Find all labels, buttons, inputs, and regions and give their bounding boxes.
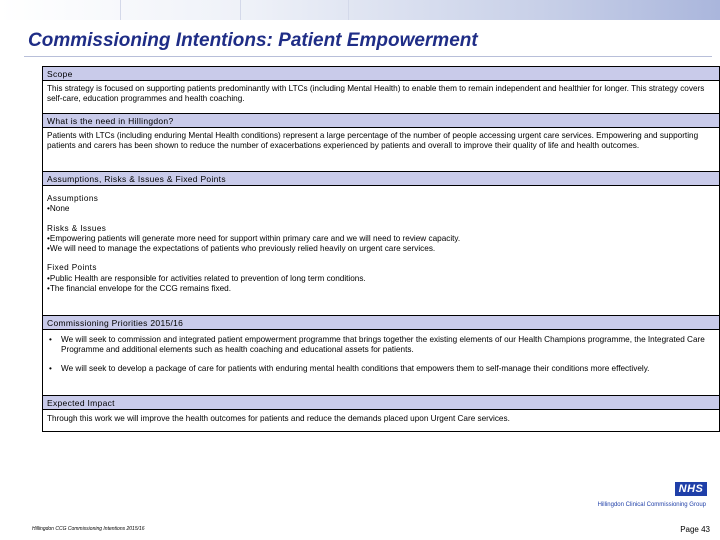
assumptions-heading: Assumptions, Risks & Issues & Fixed Points — [43, 172, 719, 186]
priorities-list — [47, 335, 715, 374]
nhs-logo: NHS — [675, 482, 707, 496]
need-body — [43, 128, 719, 172]
priority-item: • We will seek to commission and integrated patient empowerment programme that brings together the existing elements of our Health Champions programme, the Integrated Care Programme and additional elements such as health coaching and educational assets for patients. — [47, 335, 715, 356]
fixed-points-title: Fixed Points — [47, 263, 97, 273]
band-divider — [120, 0, 121, 20]
assumptions-block — [47, 194, 715, 215]
ccg-name: Hillingdon Clinical Commissioning Group — [597, 502, 706, 508]
risks-block — [47, 224, 715, 255]
priority-item: • We will seek to develop a package of care for patients with enduring mental health conditions that empowers them to self-manage their conditions more effectively. — [47, 364, 715, 374]
content-table — [42, 66, 720, 432]
need-heading: What is the need in Hillingdon? — [43, 114, 719, 128]
scope-heading: Scope — [43, 67, 719, 81]
fixed-points-item: •The financial envelope for the CCG remains fixed. — [47, 284, 231, 294]
risks-title: Risks & Issues — [47, 223, 107, 233]
impact-heading: Expected Impact — [43, 396, 719, 410]
page-number: Page 43 — [680, 525, 710, 534]
priorities-heading: Commissioning Priorities 2015/16 — [43, 316, 719, 330]
scope-text: This strategy is focused on supporting patients predominantly with LTCs (including Mental Health) to enable them to remain independent and healthier for longer. This strategy covers self-care, education programmes and health coaching. — [47, 84, 705, 104]
assumptions-item: •None — [47, 204, 70, 214]
page-title: Commissioning Intentions: Patient Empowerment — [28, 30, 478, 51]
top-decorative-band — [0, 0, 720, 20]
fixed-points-block — [47, 263, 715, 294]
footer-document-title: Hillingdon CCG Commissioning Intentions 2015/16 — [32, 526, 145, 532]
assumptions-body — [43, 186, 719, 316]
assumptions-title: Assumptions — [47, 194, 99, 203]
fixed-points-item: •Public Health are responsible for activities related to prevention of long term conditions. — [47, 273, 366, 283]
need-text: Patients with LTCs (including enduring Mental Health conditions) represent a large percentage of the number of people accessing urgent care services. Empowering and supporting patients and carers has been shown to reduce the number of exacerbations experienced by patients and overall to improve their quality of life and health outcomes. — [47, 131, 699, 151]
impact-body — [43, 410, 719, 428]
band-divider — [348, 0, 349, 20]
risks-item: •We will need to manage the expectations of patients who previously relied heavily on urgent care services. — [47, 244, 436, 254]
impact-text: Through this work we will improve the health outcomes for patients and reduce the demands placed upon Urgent Care services. — [47, 414, 510, 423]
scope-body — [43, 81, 719, 114]
band-divider — [240, 0, 241, 20]
risks-item: •Empowering patients will generate more need for support within primary care and we will need to review capacity. — [47, 233, 461, 243]
title-divider — [24, 56, 712, 57]
priorities-body — [43, 330, 719, 396]
